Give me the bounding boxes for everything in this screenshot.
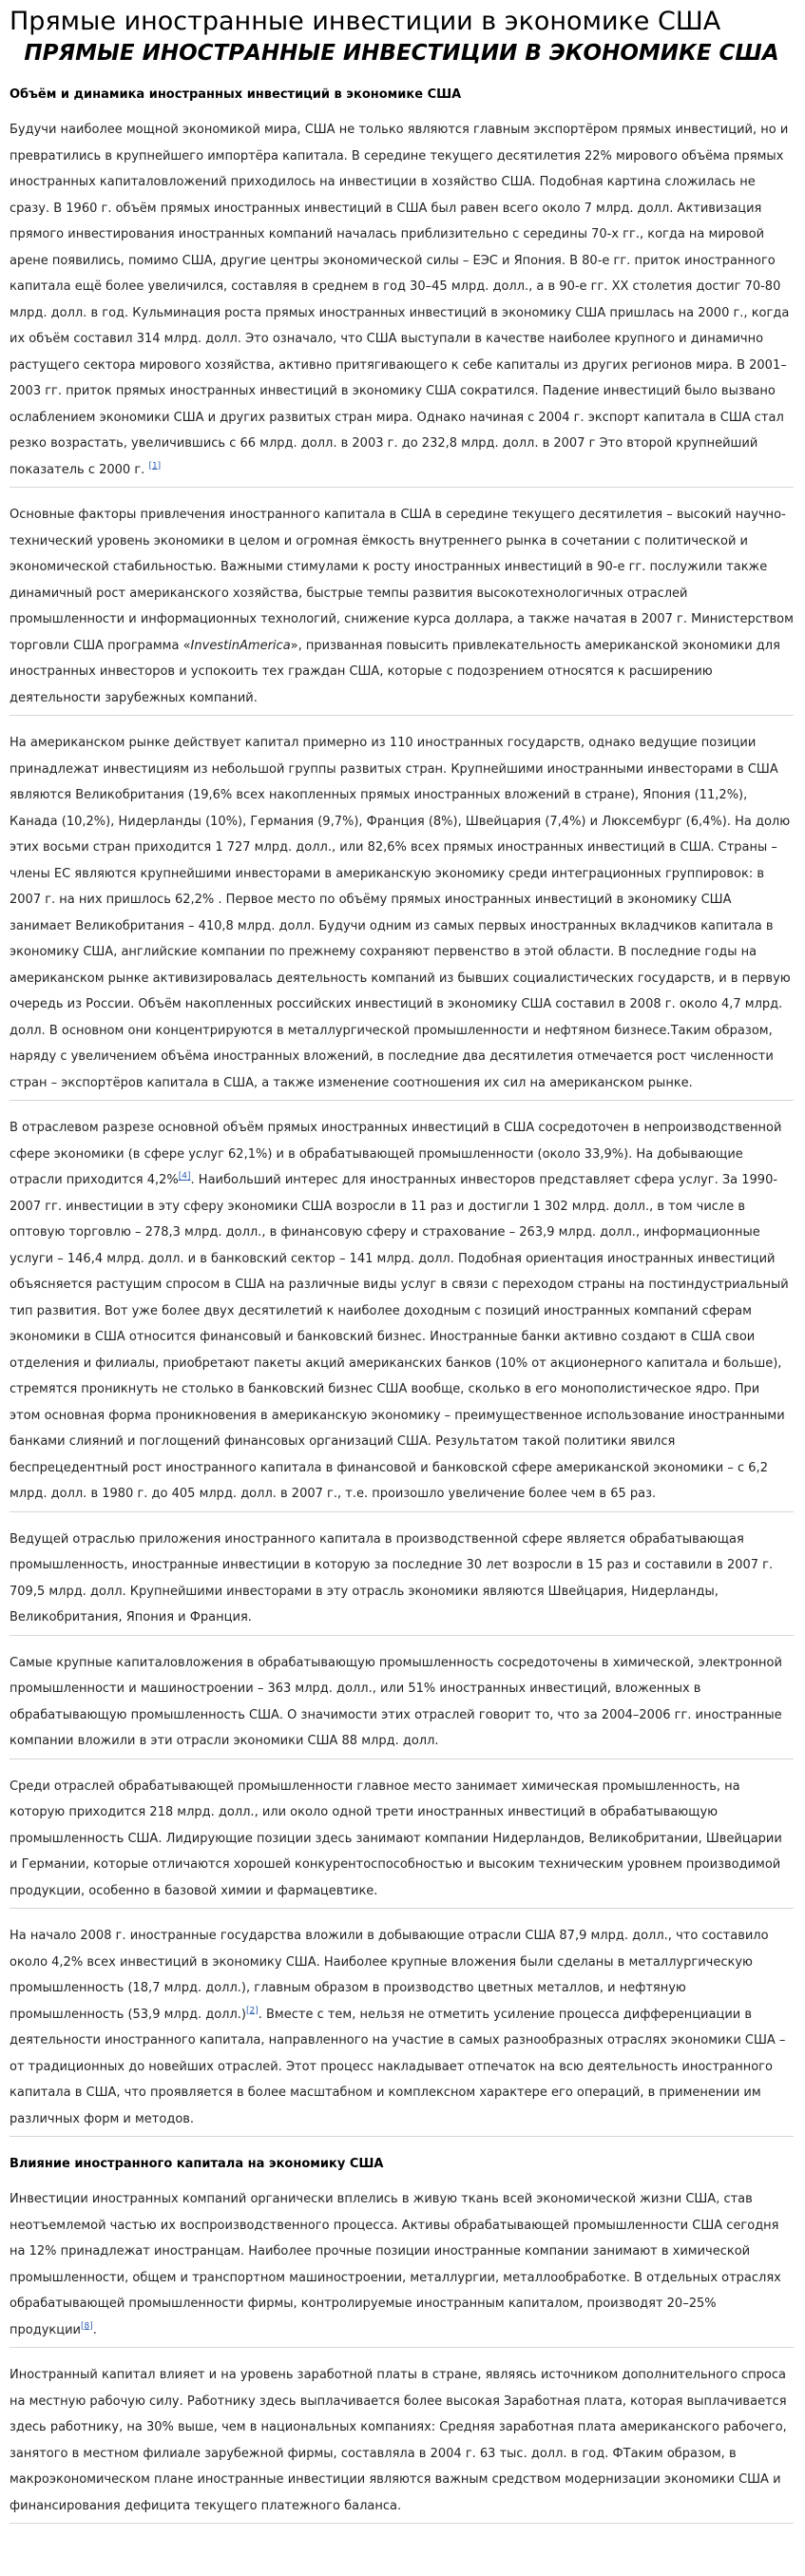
section-volume-dynamics xyxy=(10,82,794,2137)
paragraph xyxy=(10,1527,794,1636)
program-name: InvestinAmerica xyxy=(190,638,291,653)
paragraph xyxy=(10,1774,794,1910)
paragraph-text: . Вместе с тем, нельзя не отметить усиление процесса дифференциации в деятельности иностранного капитала, направленного на участие в самых разнообразных отраслях экономики США – от традиционных до новейших отраслей. Этот процесс накладывает отпечаток на всю деятельность иностранного капитала в США, что проявляется в более масштабном и комплексном характере его операций, в применении им различных форм и методов. xyxy=(10,2007,786,2126)
section-heading: Влияние иностранного капитала на экономику США xyxy=(10,2157,384,2171)
paragraph-text: Среди отраслей обрабатывающей промышленности главное место занимает химическая промышленность, на которую приходится 218 млрд. долл., или около одной трети иностранных инвестиций в обрабатывающую промышленность США. Лидирующие позиции здесь занимают компании Нидерландов, Великобритании, Швейцарии и Германии, которые отличаются хорошей конкурентоспособностью и высоким техническим уровнем производимой продукции, особенно в базовой химии и фармацевтике. xyxy=(10,1778,782,1898)
paragraph-text: Основные факторы привлечения иностранного капитала в США в середине текущего десятилетия – высокий научно-технический уровень экономики в целом и огромная ёмкость внутреннего рынка в сочетании с политической и экономической стабильностью. Важными стимулами к росту иностранных инвестиций в 90-е гг. послужили также динамичный рост американского хозяйства, быстрые темпы развития высокотехнологичных отраслей промышленности и информационных технологий, снижение курса доллара, а также начатая в 2007 г. Министерством торговли США программа « xyxy=(10,508,794,653)
section-foreign-capital-influence xyxy=(10,2151,794,2524)
article-heading: ПРЯМЫЕ ИНОСТРАННЫЕ ИНВЕСТИЦИИ В ЭКОНОМИКЕ США xyxy=(24,41,779,66)
paragraph-text: В отраслевом разрезе основной объём прямых иностранных инвестиций в США сосредоточен в непроизводственной сфере экономики (в сфере услуг 62,1%) и в обрабатывающей промышленности (около 33,9%). На добывающие отрасли приходится 4,2% xyxy=(10,1121,782,1187)
paragraph-text: На американском рынке действует капитал примерно из 110 иностранных государств, однако ведущие позиции принадлежат инвестициям из небольшой группы развитых стран. Крупнейшими иностранными инвесторами в США являются Великобритания (19,6% всех накопленных прямых иностранных вложений в стране), Япония (11,2%), Канада (10,2%), Нидерланды (10%), Германия (9,7%), Франция (8%), Швейцария (7,4%) и Люксембург (6,4%). На долю этих восьми стран приходится 1 727 млрд. долл., или 82,6% всех прямых иностранных инвестиций в США. Страны – члены ЕС являются крупнейшими инвесторами в американскую экономику среди интеграционных группировок: в 2007 г. на них пришлось 62,2% . Первое место по объёму прямых иностранных инвестиций в экономику США занимает Великобритания – 410,8 млрд. долл. Будучи одним из самых первых иностранных вкладчиков капитала в экономику США, английские компании по прежнему сохраняют первенство в этой области. В последние годы на американском рынке активизировалась деятельность компаний из бывших социалистических государств, и в первую очередь из России. Объём накопленных российских инвестиций в экономику США составил в 2008 г. около 4,7 млрд. долл. В основном они концентрируются в металлургической промышленности и нефтяном бизнесе.Таким образом, наряду с увеличением объёма иностранных вложений, в последние два десятилетия отмечается рост численности стран – экспортёров капитала в США, а также изменение соотношения их сил на американском рынке. xyxy=(10,736,791,1090)
footnote-link[interactable]: [1] xyxy=(148,461,162,471)
paragraph xyxy=(10,502,794,716)
paragraph-text: Ведущей отраслью приложения иностранного капитала в производственной сфере является обрабатывающая промышленность, иностранные инвестиции в которую за последние 30 лет возросли в 15 раз и составили в 2007 г. 709,5 млрд. долл. Крупнейшими инвесторами в эту отрасль экономики являются Швейцария, Нидерланды, Великобритания, Япония и Франция. xyxy=(10,1531,774,1624)
paragraph xyxy=(10,2186,794,2348)
article-page xyxy=(0,8,805,2576)
paragraph-text: На начало 2008 г. иностранные государства вложили в добывающие отрасли США 87,9 млрд. долл., что составило около 4,2% всех инвестиций в экономику США. Наиболее крупные вложения были сделаны в металлургическую промышленность (18,7 млрд. долл.), главным образом в производство цветных металлов, и нефтяную промышленность (53,9 млрд. долл.) xyxy=(10,1929,769,2022)
page-title: Прямые иностранные инвестиции в экономике США xyxy=(10,7,721,36)
footnote-link[interactable]: [2] xyxy=(245,2006,259,2016)
paragraph-text: . xyxy=(92,2322,97,2337)
paragraph xyxy=(10,1115,794,1512)
paragraph-text: Инвестиции иностранных компаний органически вплелись в живую ткань всей экономической жизни США, став неотъемлемой частью их воспроизводственного процесса. Активы обрабатывающей промышленности США сегодня на 12% принадлежат иностранцам. Наиболее прочные позиции иностранные компании занимают в химической промышленности, общем и транспортном машиностроении, металлургии, металлообработке. В отдельных отраслях обрабатывающей промышленности фирмы, контролируемые иностранным капиталом, производят 20–25% продукции xyxy=(10,2192,781,2337)
footnote-link[interactable]: [4] xyxy=(178,1171,191,1182)
paragraph xyxy=(10,2362,794,2524)
footnote-link[interactable]: [8] xyxy=(81,2321,93,2332)
paragraph-text: Будучи наиболее мощной экономикой мира, США не только являются главным экспортёром прямых инвестиций, но и превратились в крупнейшего импортёра капитала. В середине текущего десятилетия 22% мирового объёма прямых иностранных капиталовложений приходилось на инвестиции в хозяйство США. Подобная картина сложилась не сразу. В 1960 г. объём прямых иностранных инвестиций в США был равен всего около 7 млрд. долл. Активизация прямого инвестирования иностранных компаний началась приблизительно с середины 70-х гг., когда на мировой арене появились, помимо США, другие центры экономической силы – ЕЭС и Япония. В 80-е гг. приток иностранного капитала ещё более увеличился, составляя в среднем в год 30–45 млрд. долл., а в 90-е гг. XX столетия достиг 70-80 млрд. долл. в год. Кульминация роста прямых иностранных инвестиций в экономику США пришлась на 2000 г., когда их объём составил 314 млрд. долл. Это означало, что США выступали в качестве наиболее крупного и динамично растущего сектора мирового хозяйства, активно притягивающего к себе капиталы из других регионов мира. В 2001–2003 гг. приток прямых иностранных инвестиций в экономику США сократился. Падение инвестиций было вызвано ослаблением экономики США и других развитых стран мира. Однако начиная с 2004 г. экспорт капитала в США стал резко возрастать, увеличившись с 66 млрд. долл. в 2003 г. до 232,8 млрд. долл. в 2007 г Это второй крупнейший показатель с 2000 г. xyxy=(10,123,790,477)
paragraph-text: Иностранный капитал влияет и на уровень заработной платы в стране, являясь источником дополнительного спроса на местную рабочую силу. Работнику здесь выплачивается более высокая Заработная плата, которая выплачивается здесь работнику, на 30% выше, чем в национальных компаниях: Средняя заработная плата американского рабочего, занятого в местном филиале зарубежной фирмы, составляла в 2004 г. 63 тыс. долл. в год. ФТаким образом, в макроэкономическом плане иностранные инвестиции являются важным средством модернизации экономики США и финансирования дефицита текущего платежного баланса. xyxy=(10,2368,787,2513)
paragraph xyxy=(10,1923,794,2137)
paragraph xyxy=(10,1650,794,1759)
paragraph xyxy=(10,730,794,1101)
paragraph-text: . Наибольший интерес для иностранных инвесторов представляет сфера услуг. За 1990-2007 гг. инвестиции в эту сферу экономики США возросли в 11 раз и достигли 1 302 млрд. долл., в том числе в оптовую торговлю – 278,3 млрд. долл., в финансовую сферу и страхование – 263,9 млрд. долл., информационные услуги – 146,4 млрд. долл. и в банковский сектор – 141 млрд. долл. Подобная ориентация иностранных инвестиций объясняется растущим спросом в США на различные виды услуг в связи с переходом страны на постиндустриальный тип развития. Вот уже более двух десятилетий к наиболее доходным с позиций иностранных компаний сферам экономики в США относится финансовый и банковский бизнес. Иностранные банки активно создают в США свои отделения и филиалы, приобретают пакеты акций американских банков (10% от акционерного капитала и больше), стремятся проникнуть не столько в банковский бизнес США вообще, сколько в его монополистическое ядро. При этом основная форма проникновения в американскую экономику – преимущественное использование иностранными банками слияний и поглощений финансовых организаций США. Результатом такой политики явился беспрецедентный рост иностранного капитала в финансовой и банковской сфере американской экономики – с 6,2 млрд. долл. в 1980 г. до 405 млрд. долл. в 2007 г., т.е. произошло увеличение более чем в 65 раз. xyxy=(10,1173,789,1501)
section-heading: Объём и динамика иностранных инвестиций в экономике США xyxy=(10,87,462,102)
paragraph xyxy=(10,117,794,488)
paragraph-text: », призванная повысить привлекательность американской экономики для иностранных инвесторов и успокоить тех граждан США, которые с подозрением относятся к расширению деятельности зарубежных компаний. xyxy=(10,638,780,705)
paragraph-text: Самые крупные капиталовложения в обрабатывающую промышленность сосредоточены в химической, электронной промышленности и машиностроении – 363 млрд. долл., или 51% иностранных инвестиций, вложенных в обрабатывающую промышленность США. О значимости этих отраслей говорит то, что за 2004–2006 гг. иностранные компании вложили в эти отрасли экономики США 88 млрд. долл. xyxy=(10,1655,782,1748)
